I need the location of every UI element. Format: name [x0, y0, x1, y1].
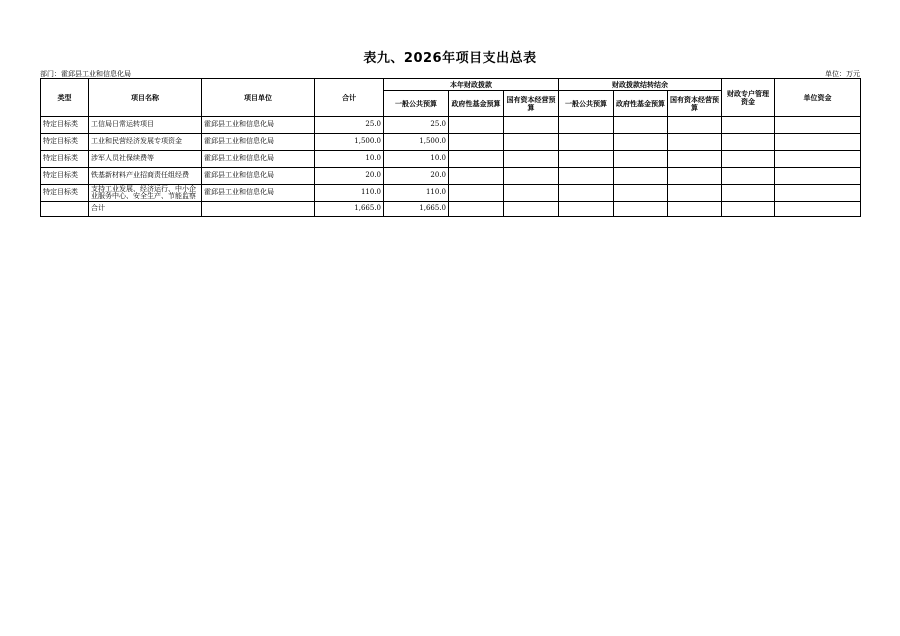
cell-general-budget: 25.0	[384, 117, 449, 134]
header-total: 合计	[315, 79, 384, 117]
total-amount: 1,665.0	[315, 202, 384, 217]
cell-total: 10.0	[315, 151, 384, 168]
cell-empty	[504, 151, 559, 168]
cell-type: 特定目标类	[41, 151, 89, 168]
cell-empty	[775, 151, 861, 168]
header-special-fund: 财政专户管理资金	[722, 79, 775, 117]
cell-type: 特定目标类	[41, 117, 89, 134]
cell-empty	[559, 151, 614, 168]
cell-empty	[775, 185, 861, 202]
cell-empty	[504, 117, 559, 134]
cell-project-name: 工信局日常运转项目	[89, 117, 202, 134]
cell-general-budget: 20.0	[384, 168, 449, 185]
cell-empty	[614, 134, 668, 151]
cell-project-name: 支持工业发展、经济运行、中小企业服务中心、安全生产、节能监察	[89, 185, 202, 202]
cell-empty	[775, 134, 861, 151]
total-general-budget: 1,665.0	[384, 202, 449, 217]
cell-empty	[614, 168, 668, 185]
cell-empty	[559, 134, 614, 151]
cell-general-budget: 110.0	[384, 185, 449, 202]
cell-empty	[449, 202, 504, 217]
cell-project-unit: 霍邱县工业和信息化局	[202, 117, 315, 134]
cell-empty	[504, 185, 559, 202]
cell-empty	[668, 202, 722, 217]
header-carry-gov-fund: 政府性基金预算	[614, 91, 668, 117]
page-title: 表九、2026年项目支出总表	[363, 51, 537, 66]
cell-empty	[722, 202, 775, 217]
cell-empty	[722, 151, 775, 168]
cell-empty	[668, 134, 722, 151]
total-row	[41, 202, 861, 217]
cell-empty	[722, 185, 775, 202]
cell-general-budget: 10.0	[384, 151, 449, 168]
cell-project-unit: 霍邱县工业和信息化局	[202, 134, 315, 151]
unit-label: 单位：万元	[825, 70, 860, 78]
cell-project-unit: 霍邱县工业和信息化局	[202, 151, 315, 168]
cell-empty	[449, 151, 504, 168]
cell-general-budget: 1,500.0	[384, 134, 449, 151]
cell-empty	[559, 117, 614, 134]
cell-empty	[722, 168, 775, 185]
cell-total: 25.0	[315, 117, 384, 134]
cell-type: 特定目标类	[41, 168, 89, 185]
cell-empty	[614, 185, 668, 202]
table-row	[41, 117, 861, 134]
header-project-unit: 项目单位	[202, 79, 315, 117]
header-gov-fund: 政府性基金预算	[449, 91, 504, 117]
cell-empty	[559, 185, 614, 202]
cell-project-name: 涉军人员社保续费等	[89, 151, 202, 168]
cell-empty	[775, 168, 861, 185]
header-carryover: 财政拨款结转结余	[559, 79, 722, 91]
cell-project-unit: 霍邱县工业和信息化局	[202, 168, 315, 185]
table-row	[41, 151, 861, 168]
project-expenditure-table	[40, 78, 861, 217]
cell-type: 特定目标类	[41, 185, 89, 202]
cell-project-name: 铁基新材料产业招商责任组经费	[89, 168, 202, 185]
cell-type: 特定目标类	[41, 134, 89, 151]
cell-empty	[559, 168, 614, 185]
cell-empty	[668, 151, 722, 168]
cell-empty	[449, 168, 504, 185]
cell-empty	[614, 202, 668, 217]
cell-project-name: 工业和民营经济发展专项资金	[89, 134, 202, 151]
table-row	[41, 168, 861, 185]
table-row	[41, 134, 861, 151]
header-carry-state-capital: 国有资本经营预算	[668, 91, 722, 117]
cell-empty	[668, 117, 722, 134]
cell-empty	[41, 202, 89, 217]
cell-empty	[449, 117, 504, 134]
cell-empty	[668, 168, 722, 185]
header-general-budget: 一般公共预算	[384, 91, 449, 117]
cell-empty	[614, 117, 668, 134]
total-label: 合计	[89, 202, 202, 217]
header-state-capital: 国有资本经营预算	[504, 91, 559, 117]
table-row	[41, 185, 861, 202]
cell-empty	[504, 134, 559, 151]
cell-empty	[775, 117, 861, 134]
header-carry-general-budget: 一般公共预算	[559, 91, 614, 117]
cell-total: 1,500.0	[315, 134, 384, 151]
cell-total: 20.0	[315, 168, 384, 185]
cell-empty	[668, 185, 722, 202]
cell-empty	[775, 202, 861, 217]
cell-total: 110.0	[315, 185, 384, 202]
cell-empty	[202, 202, 315, 217]
cell-empty	[722, 117, 775, 134]
header-type: 类型	[41, 79, 89, 117]
cell-empty	[504, 202, 559, 217]
cell-empty	[504, 168, 559, 185]
cell-empty	[559, 202, 614, 217]
header-unit-fund: 单位资金	[775, 79, 861, 117]
cell-project-unit: 霍邱县工业和信息化局	[202, 185, 315, 202]
cell-empty	[614, 151, 668, 168]
cell-empty	[449, 185, 504, 202]
header-current-year-appropriation: 本年财政拨款	[384, 79, 559, 91]
department-label: 部门：霍邱县工业和信息化局	[40, 70, 131, 78]
cell-empty	[449, 134, 504, 151]
header-project-name: 项目名称	[89, 79, 202, 117]
cell-empty	[722, 134, 775, 151]
